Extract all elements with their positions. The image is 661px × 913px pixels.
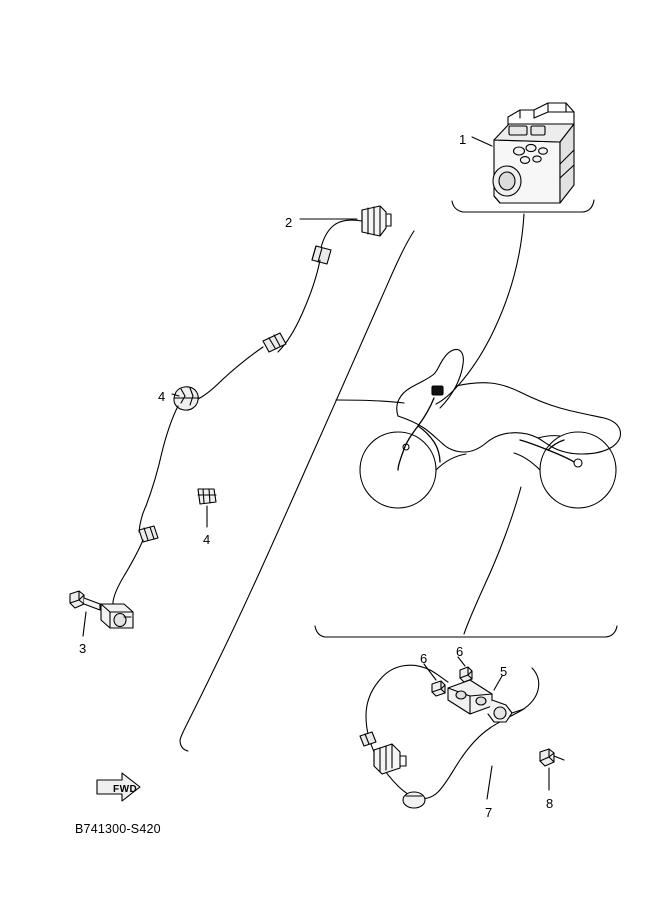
front-sensor-wire-assembly [70,206,391,636]
bolt-6b [460,667,472,682]
leader-7 [487,766,492,799]
fwd-direction-label: FWD [113,784,138,795]
callout-3: 3 [79,641,87,656]
callout-2: 2 [285,215,293,230]
sensor-bolt-3 [70,591,100,610]
bolt-6a [432,681,445,696]
rear-grommet [360,732,376,746]
front-sensor-head [101,604,133,628]
rear-connector [374,744,406,774]
panel-divider-left [180,231,414,740]
leader-bike-to-front [336,400,404,403]
callout-4-upper: 4 [158,389,166,404]
callout-5: 5 [500,664,508,679]
grommet-lower [198,489,216,504]
callout-6-a: 6 [420,651,428,666]
leader-bike-to-rear [464,487,521,634]
callout-7: 7 [485,805,493,820]
callout-1: 1 [459,132,467,147]
scooter-outline [360,349,621,508]
leader-1 [472,137,492,146]
abs-modulator-assembly [493,103,574,203]
callout-8: 8 [546,796,554,811]
bolt-8 [540,749,564,766]
callout-4-lower: 4 [203,532,211,547]
part-code-label: B741300-S420 [75,822,161,836]
rear-sensor-wire-assembly [360,657,564,811]
rear-panel-boundary [325,626,617,637]
leader-3 [83,612,86,636]
rear-panel-boundary-left [315,626,325,637]
panel-divider-left-foot [180,740,188,751]
abs-panel-boundary-left [452,201,463,212]
leader-abs-to-bike [436,214,524,404]
callout-6-b: 6 [456,644,464,659]
